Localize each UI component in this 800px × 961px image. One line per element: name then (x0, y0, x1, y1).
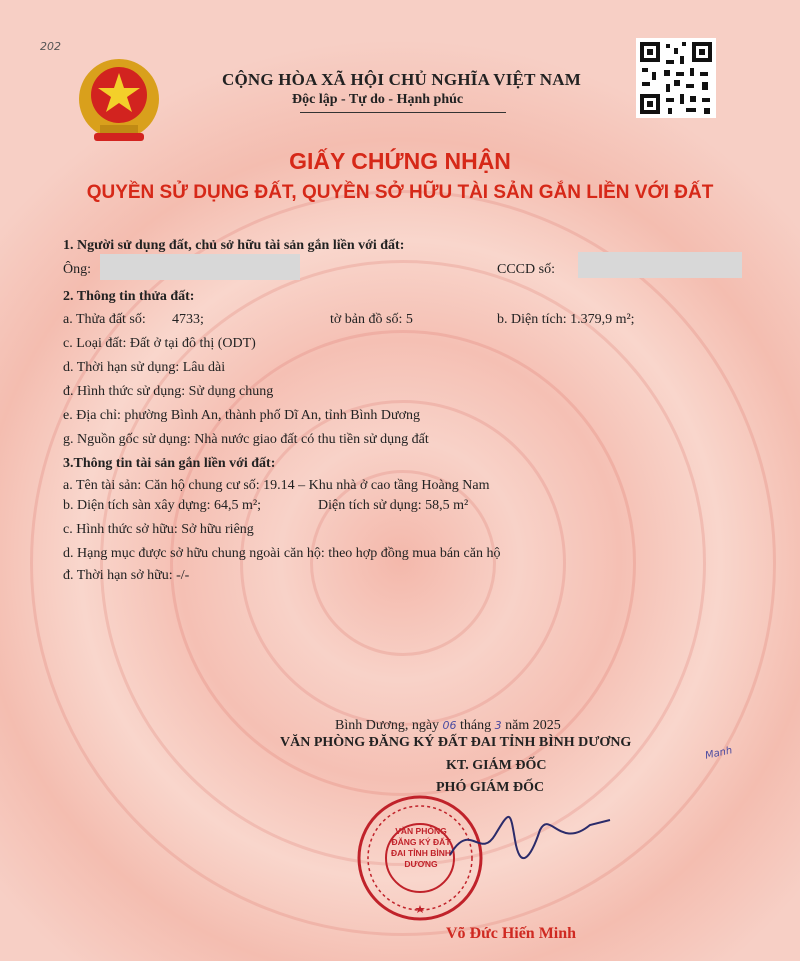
handwritten-note: 202 (40, 40, 61, 53)
land-type: c. Loại đất: Đất ở tại đô thị (ODT) (63, 336, 256, 351)
qr-code-icon (636, 38, 716, 118)
floor-area: b. Diện tích sàn xây dựng: 64,5 m²; (63, 498, 262, 513)
land-origin: g. Nguồn gốc sử dụng: Nhà nước giao đất có thu tiền sử dụng đất (63, 432, 429, 447)
kt-director: KT. GIÁM ĐỐC (446, 758, 547, 773)
country-name: CỘNG HÒA XÃ HỘI CHỦ NGHĨA VIỆT NAM (222, 70, 581, 89)
ownership-form: c. Hình thức sở hữu: Sở hữu riêng (63, 522, 254, 537)
issue-date (335, 718, 561, 734)
land-address: e. Địa chỉ: phường Bình An, thành phố Dĩ An, tỉnh Bình Dương (63, 408, 421, 423)
section1-heading: 1. Người sử dụng đất, chủ sở hữu tài sản gắn liền với đất: (63, 238, 405, 253)
id-label: CCCD số: (497, 262, 555, 277)
ownership-term: đ. Thời hạn sở hữu: -/- (63, 568, 190, 583)
land-area: b. Diện tích: 1.379,9 m²; (497, 312, 635, 327)
national-motto: Độc lập - Tự do - Hạnh phúc (292, 92, 464, 107)
parcel-number: 4733; (172, 312, 204, 327)
issue-month: 3 (494, 719, 502, 732)
deputy-director: PHÓ GIÁM ĐỐC (436, 780, 545, 795)
certificate-title: GIẤY CHỨNG NHẬN (289, 148, 511, 174)
issuing-office: VĂN PHÒNG ĐĂNG KÝ ĐẤT ĐAI TỈNH BÌNH DƯƠNG (280, 735, 632, 750)
issue-year: năm 2025 (505, 718, 561, 733)
motto-underline (300, 112, 506, 113)
id-number-redacted (578, 252, 742, 278)
certificate-subtitle: QUYỀN SỬ DỤNG ĐẤT, QUYỀN SỞ HỮU TÀI SẢN GẮN LIỀN VỚI ĐẤT (86, 182, 714, 203)
seal-text: VĂN PHÒNG ĐĂNG KÝ ĐẤT ĐAI TỈNH BÌNH DƯƠNG (391, 826, 451, 869)
place-prefix: Bình Dương, ngày (335, 718, 440, 733)
month-label: tháng (460, 718, 492, 733)
national-emblem-icon (74, 55, 164, 147)
signature-scribble-icon (440, 800, 620, 870)
shared-items: d. Hạng mục được sở hữu chung ngoài căn hộ: theo hợp đồng mua bán căn hộ (63, 546, 501, 561)
section3-heading: 3.Thông tin tài sản gắn liền với đất: (63, 456, 276, 471)
issue-day: 06 (442, 719, 457, 732)
section2-heading: 2. Thông tin thửa đất: (63, 289, 195, 304)
usage-term: d. Thời hạn sử dụng: Lâu dài (63, 360, 226, 375)
owner-label: Ông: (63, 262, 91, 277)
map-sheet: tờ bản đồ số: 5 (330, 312, 413, 327)
usable-area: Diện tích sử dụng: 58,5 m² (318, 498, 469, 513)
handwritten-initials: Manh (704, 745, 734, 762)
owner-name-redacted (100, 254, 300, 280)
asset-name: a. Tên tài sản: Căn hộ chung cư số: 19.14 – Khu nhà ở cao tầng Hoàng Nam (63, 478, 490, 493)
usage-form: đ. Hình thức sử dụng: Sử dụng chung (63, 384, 274, 399)
parcel-label: a. Thửa đất số: (63, 312, 146, 327)
signer-name: Võ Đức Hiến Minh (446, 925, 577, 942)
